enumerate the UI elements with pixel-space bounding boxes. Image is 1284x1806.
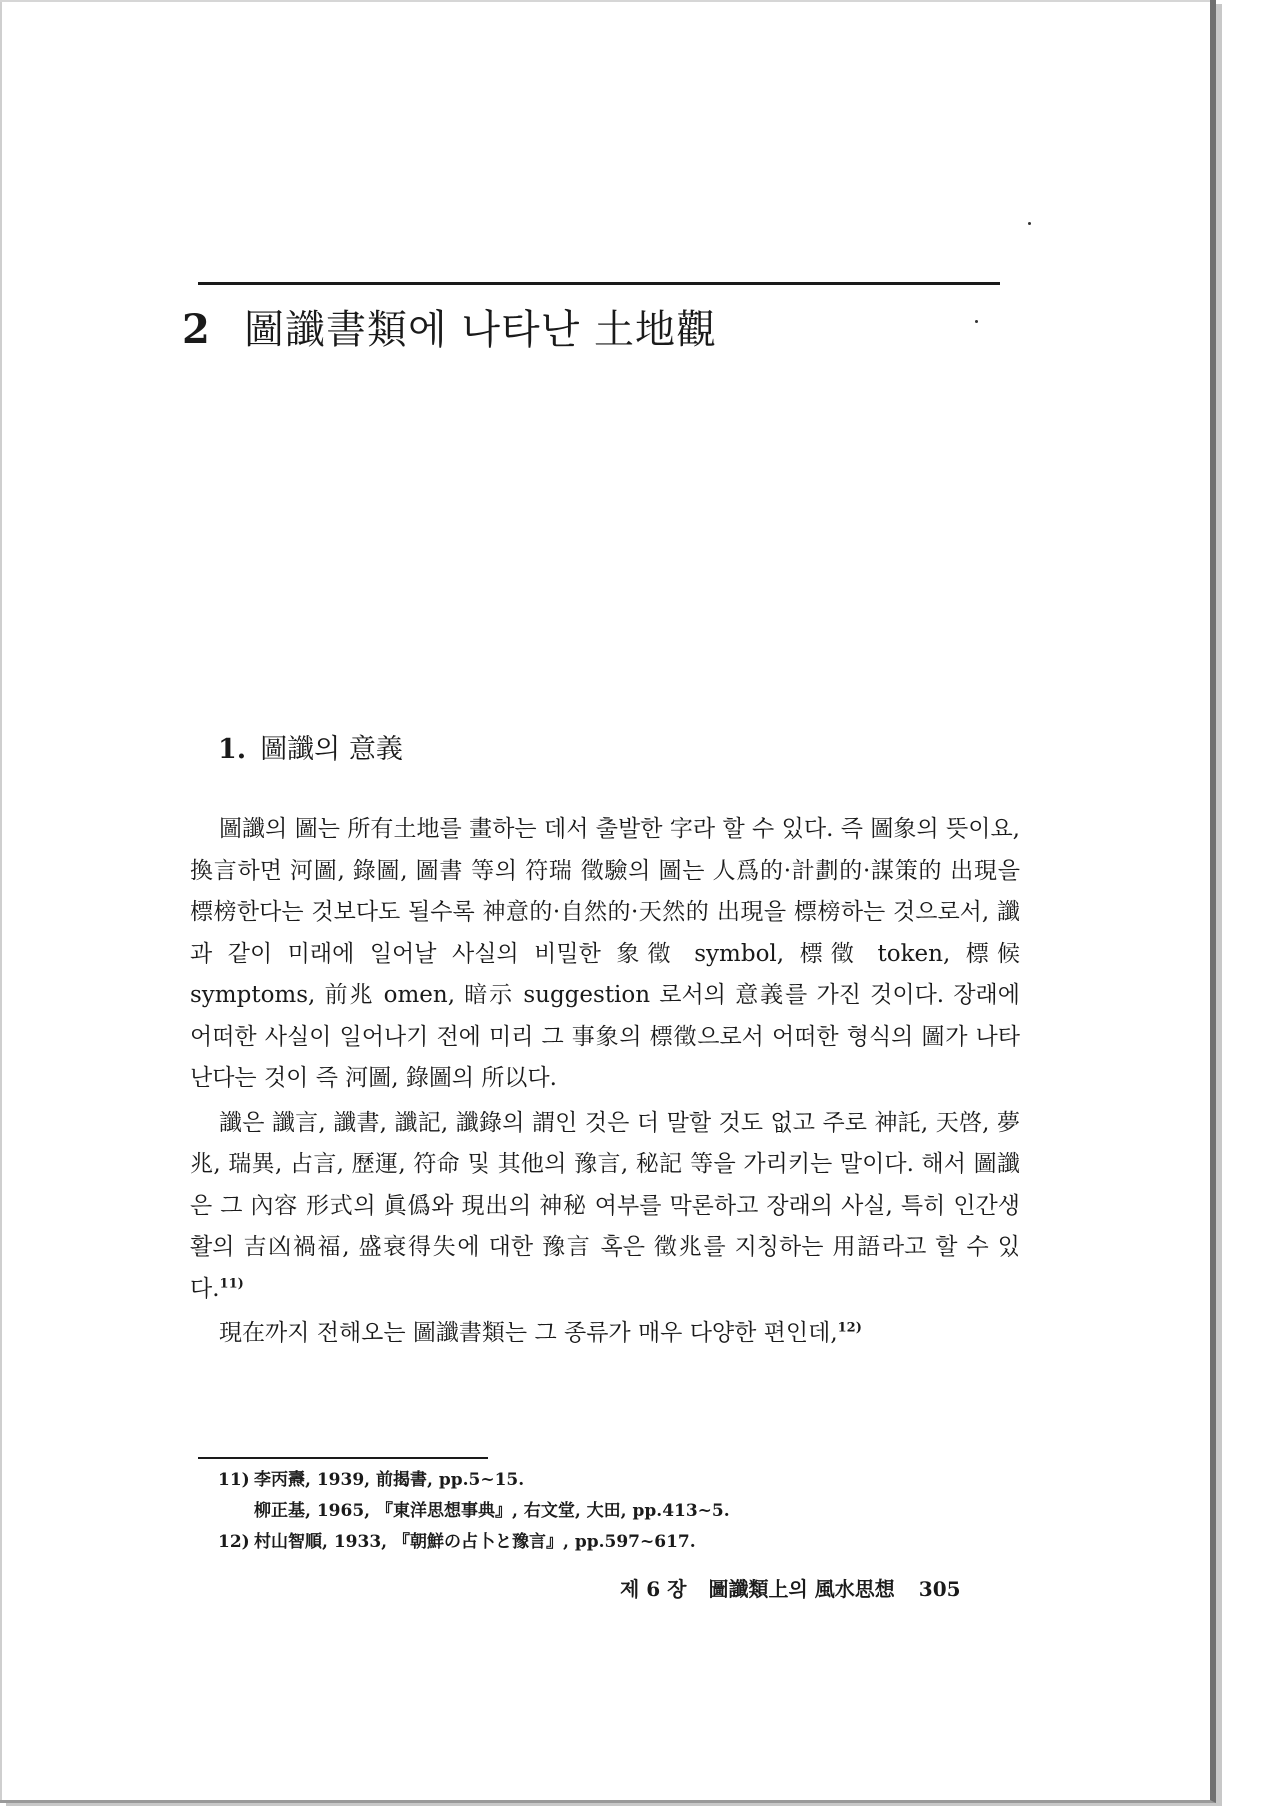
section-title: 圖讖의 意義 (260, 734, 403, 765)
footnote-separator (198, 1457, 488, 1459)
paragraph-2 (190, 1103, 1020, 1311)
paragraph-1-text: 圖讖의 圖는 所有土地를 畫하는 데서 출발한 字라 할 수 있다. 즉 圖象의 뜻이요, 換言하면 河圖, 錄圖, 圖書 等의 符瑞 徵驗의 圖는 人爲的·計劃的·謀策的 出現을 標榜한다는 것보다도 될수록 神意的·自然的·天然的 出現을 標榜하는 것으로서, 讖과 같이 미래에 일어날 사실의 비밀한 象徵 symbol, 標徵 token, 標候 symptoms, 前兆 omen, 暗示 suggestion 로서의 意義를 가진 것이다. 장래에 어떠한 사실이 일어나기 전에 미리 그 事象의 標徵으로서 어떠한 형식의 圖가 나타난다는 것이 즉 河圖, 錄圖의 所以다. (190, 816, 1020, 1091)
footer-chapter-label: 제 6 장 (620, 1577, 687, 1601)
footnote-reference-11[interactable]: 11) (219, 1275, 244, 1291)
footnote-12 (218, 1527, 1018, 1558)
body-text (190, 809, 1020, 1355)
chapter-title: 圖讖書類에 나타난 土地觀 (244, 307, 717, 353)
chapter-heading (182, 300, 717, 360)
scan-speck (1028, 222, 1031, 225)
section-number: 1. (218, 734, 247, 765)
chapter-number: 2 (182, 306, 210, 353)
scan-speck (975, 320, 978, 323)
footnote-text: 村山智順, 1933, 『朝鮮の占卜と豫言』, pp.597~617. (254, 1532, 696, 1552)
paragraph-2-text: 讖은 讖言, 讖書, 讖記, 讖錄의 謂인 것은 더 말할 것도 없고 주로 神託, 天啓, 夢兆, 瑞異, 占言, 歷運, 符命 및 其他의 豫言, 秘記 等을 가리키는 말이다. 해서 圖讖은 그 內容 形式의 眞僞와 現出의 神秘 여부를 막론하고 장래의 사실, 특히 인간생활의 吉凶禍福, 盛衰得失에 대한 豫言 혹은 徵兆를 지칭하는 用語라고 할 수 있다. (190, 1109, 1020, 1302)
page-number: 305 (918, 1577, 961, 1601)
paragraph-3 (190, 1313, 1020, 1355)
footnote-mark: 11) (218, 1470, 250, 1490)
chapter-top-rule (198, 282, 1000, 285)
footnote-mark: 12) (218, 1532, 250, 1552)
footer-chapter-title: 圖讖類上의 風水思想 (708, 1577, 895, 1601)
footnote-reference-12[interactable]: 12) (837, 1320, 862, 1336)
paragraph-3-text: 現在까지 전해오는 圖讖書類는 그 종류가 매우 다양한 편인데, (219, 1320, 838, 1346)
footnotes (218, 1465, 1018, 1558)
paragraph-1 (190, 809, 1020, 1100)
footnote-11-continued (218, 1496, 1018, 1527)
running-footer (620, 1574, 961, 1604)
footnote-text: 李丙燾, 1939, 前揭書, pp.5~15. (254, 1470, 525, 1490)
footnote-text: 柳正基, 1965, 『東洋思想事典』, 右文堂, 大田, pp.413~5. (254, 1501, 730, 1521)
section-heading (218, 730, 403, 770)
footnote-11 (218, 1465, 1018, 1496)
